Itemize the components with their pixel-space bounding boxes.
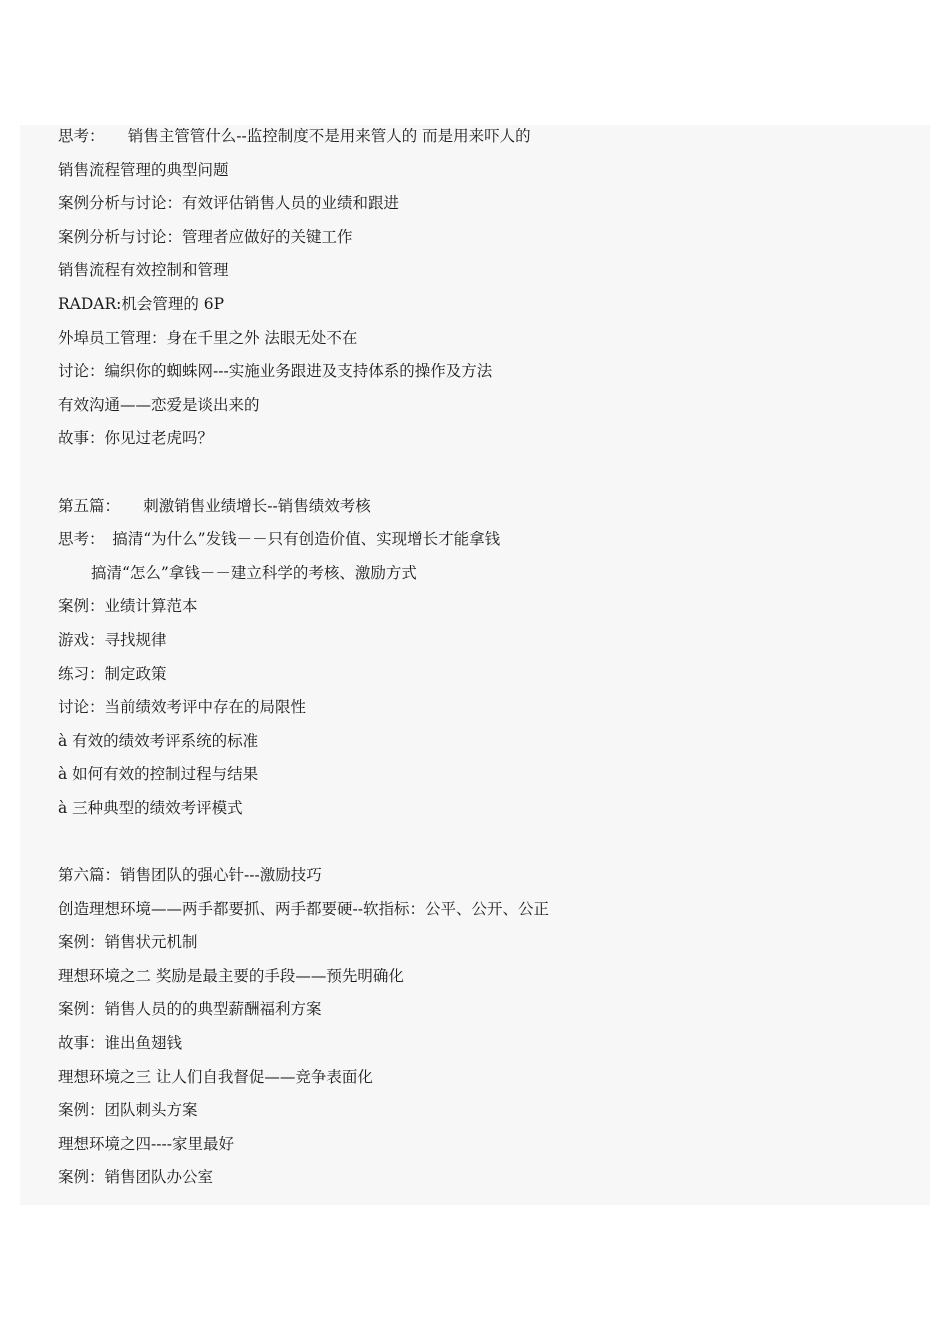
text-line: 搞清“怎么”拿钱－－建立科学的考核、激励方式 xyxy=(91,563,417,582)
text-line: 思考： 销售主管管什么--监控制度不是用来管人的 而是用来吓人的 xyxy=(58,127,531,145)
text-line: 故事：谁出鱼翅钱 xyxy=(58,1034,183,1053)
text-line: 故事：你见过老虎吗？ xyxy=(58,429,214,448)
text-line: 理想环境之四----家里最好 xyxy=(58,1134,234,1153)
text-line: RADAR:机会管理的 6P xyxy=(58,294,225,313)
text-line: 案例分析与讨论：有效评估销售人员的业绩和跟进 xyxy=(58,194,400,213)
text-line: 练习：制定政策 xyxy=(58,664,167,683)
document-body xyxy=(58,125,918,1200)
text-line: 案例：团队刺头方案 xyxy=(58,1101,198,1120)
text-line: 讨论：当前绩效考评中存在的局限性 xyxy=(58,698,307,717)
text-line: 第五篇： 刺激销售业绩增长--销售绩效考核 xyxy=(58,496,371,515)
text-line: 案例：销售团队办公室 xyxy=(58,1168,214,1187)
text-line: à 有效的绩效考评系统的标准 xyxy=(58,731,259,750)
text-line: 理想环境之三 让人们自我督促——竞争表面化 xyxy=(58,1067,373,1086)
text-line: 销售流程管理的典型问题 xyxy=(58,160,229,179)
text-line: 有效沟通——恋爱是谈出来的 xyxy=(58,395,260,414)
blank-line xyxy=(58,830,918,864)
text-line: 讨论：编织你的蜘蛛网---实施业务跟进及支持体系的操作及方法 xyxy=(58,362,493,381)
text-line: à 如何有效的控制过程与结果 xyxy=(58,765,259,784)
text-line: 销售流程有效控制和管理 xyxy=(58,261,229,280)
text-line: 思考： 搞清“为什么”发钱－－只有创造价值、实现增长才能拿钱 xyxy=(58,530,501,549)
text-line: 游戏：寻找规律 xyxy=(58,630,167,649)
text-line: 理想环境之二 奖励是最主要的手段——预先明确化 xyxy=(58,966,404,985)
text-line: 外埠员工管理：身在千里之外 法眼无处不在 xyxy=(58,328,358,347)
text-line: 创造理想环境——两手都要抓、两手都要硬--软指标：公平、公开、公正 xyxy=(58,899,549,918)
text-line: 案例：业绩计算范本 xyxy=(58,597,198,616)
text-line: 第六篇：销售团队的强心针---激励技巧 xyxy=(58,866,322,885)
blank-line xyxy=(58,461,918,495)
text-line: à 三种典型的绩效考评模式 xyxy=(58,798,243,817)
text-line: 案例：销售状元机制 xyxy=(58,933,198,952)
text-line: 案例分析与讨论：管理者应做好的关键工作 xyxy=(58,227,353,246)
text-line: 案例：销售人员的的典型薪酬福利方案 xyxy=(58,1000,322,1019)
